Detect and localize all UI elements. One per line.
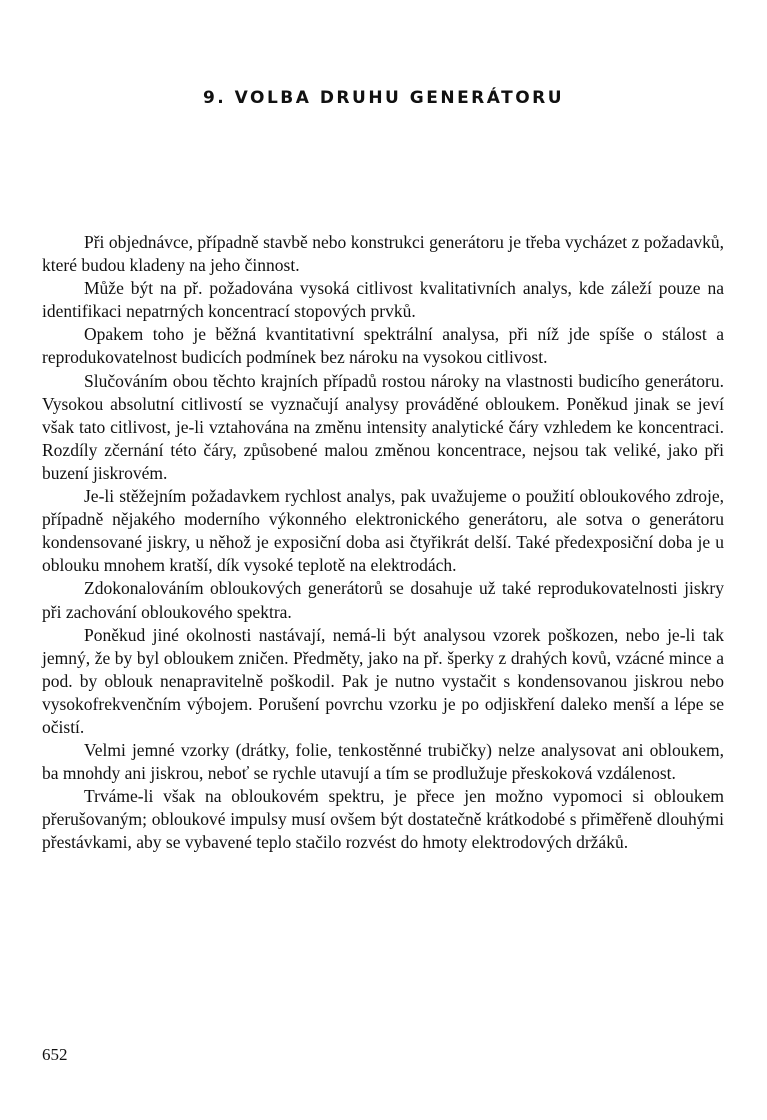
paragraph-4: Slučováním obou těchto krajních případů rostou nároky na vlastnosti budicího generátoru. Vysokou absolutní citlivostí se vyznačují analysy prováděné obloukem. Poněkud jinak se jeví však tato citlivost, je-li vztahována na změnu intensity analytické čáry vzhledem ke koncentraci. Rozdíly zčernání této čáry, způsobené malou změnou koncentrace, nejsou tak veliké, jako při buzení jiskrovém. bbox=[42, 370, 724, 483]
paragraph-6: Zdokonalováním obloukových generátorů se dosahuje už také reprodukovatelnosti jiskry při zachování obloukového spektra. bbox=[42, 578, 724, 622]
paragraph-8: Velmi jemné vzorky (drátky, folie, tenkostěnné trubičky) nelze analysovat ani obloukem, ba mnohdy ani jiskrou, neboť se rychle utavují a tím se prodlužuje přeskoková vzdálenost. bbox=[42, 740, 724, 784]
paragraph-3: Opakem toho je běžná kvantitativní spektrální analysa, při níž jde spíše o stálost a reprodukovatelnost budicích podmínek bez nároku na vysokou citlivost. bbox=[42, 324, 724, 368]
paragraph-7: Poněkud jiné okolnosti nastávají, nemá-li být analysou vzorek poškozen, nebo je-li tak jemný, že by byl obloukem zničen. Předměty, jako na př. šperky z drahých kovů, vzácné mince a pod. by oblouk nenapravitelně poškodil. Pak je nutno vystačit s kondensovanou jiskrou nebo vysokofrekvenčním výbojem. Porušení povrchu vzorku je po odjiskření daleko menší a lépe se očistí. bbox=[42, 624, 724, 737]
section-heading: 9. VOLBA DRUHU GENERÁTORU bbox=[202, 88, 565, 108]
paragraph-5: Je-li stěžejním požadavkem rychlost analys, pak uvažujeme o použití obloukového zdroje, případně nějakého moderního výkonného elektronického generátoru, ale sotva o generátoru kondensované jiskry, u něhož je exposiční doba asi čtyřikrát delší. Také předexposiční doba je u oblouku mnohem kratší, dík vysoké teplotě na elektrodách. bbox=[42, 486, 724, 576]
page-number: 652 bbox=[42, 1045, 68, 1064]
paragraph-9: Trváme-li však na obloukovém spektru, je přece jen možno vypomoci si obloukem přerušovaným; obloukové impulsy musí ovšem být dostatečně krátkodobé s přiměřeně dlouhými přestávkami, aby se vybavené teplo stačilo rozvést do hmoty elektrodových držáků. bbox=[42, 786, 724, 853]
body-text bbox=[42, 231, 724, 855]
paragraph-1: Při objednávce, případně stavbě nebo konstrukci generátoru je třeba vycházet z požadavků, které budou kladeny na jeho činnost. bbox=[42, 232, 724, 276]
paragraph-2: Může být na př. požadována vysoká citlivost kvalitativních analys, kde záleží pouze na identifikaci nepatrných koncentrací stopových prvků. bbox=[42, 278, 724, 322]
